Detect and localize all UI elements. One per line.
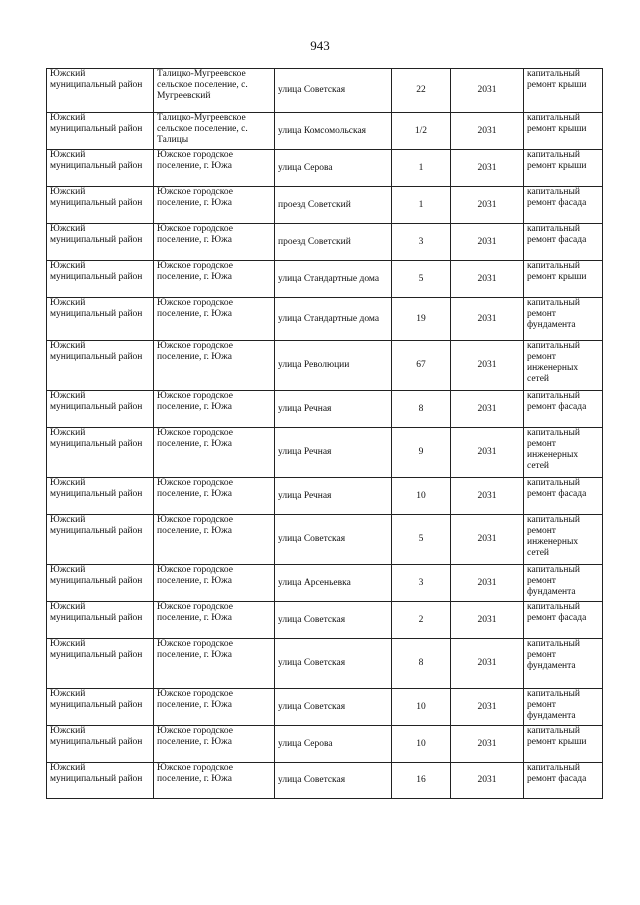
house-number-cell: 8 — [392, 639, 451, 689]
house-number-cell: 10 — [392, 478, 451, 515]
year-cell: 2031 — [451, 602, 524, 639]
street-cell: улица Комсомольская — [275, 113, 392, 150]
year-cell: 2031 — [451, 113, 524, 150]
street-cell: улица Советская — [275, 639, 392, 689]
house-number-cell: 22 — [392, 69, 451, 113]
house-number-cell: 8 — [392, 391, 451, 428]
year-cell: 2031 — [451, 261, 524, 298]
work-type-cell: капитальный ремонт фундамента — [524, 689, 603, 726]
table-row — [47, 261, 603, 298]
year-cell: 2031 — [451, 224, 524, 261]
work-type-cell: капитальный ремонт фасада — [524, 602, 603, 639]
table-row — [47, 69, 603, 113]
page-number: 943 — [310, 38, 330, 53]
table-row — [47, 341, 603, 391]
table-row — [47, 763, 603, 799]
work-type-cell: капитальный ремонт крыши — [524, 150, 603, 187]
table-row — [47, 565, 603, 602]
settlement-cell: Южское городское поселение, г. Южа — [154, 726, 275, 763]
work-type-cell: капитальный ремонт крыши — [524, 261, 603, 298]
settlement-cell: Южское городское поселение, г. Южа — [154, 602, 275, 639]
table-body — [47, 69, 603, 799]
district-cell: Южский муниципальный район — [47, 224, 154, 261]
district-cell: Южский муниципальный район — [47, 187, 154, 224]
house-number-cell: 9 — [392, 428, 451, 478]
house-number-cell: 10 — [392, 726, 451, 763]
street-cell: улица Революции — [275, 341, 392, 391]
housing-repair-table — [46, 68, 603, 799]
settlement-cell: Южское городское поселение, г. Южа — [154, 187, 275, 224]
work-type-cell: капитальный ремонт крыши — [524, 113, 603, 150]
year-cell: 2031 — [451, 478, 524, 515]
table-row — [47, 391, 603, 428]
district-cell: Южский муниципальный район — [47, 689, 154, 726]
settlement-cell: Южское городское поселение, г. Южа — [154, 689, 275, 726]
street-cell: проезд Советский — [275, 224, 392, 261]
district-cell: Южский муниципальный район — [47, 565, 154, 602]
work-type-cell: капитальный ремонт фасада — [524, 187, 603, 224]
year-cell: 2031 — [451, 298, 524, 341]
year-cell: 2031 — [451, 565, 524, 602]
house-number-cell: 1 — [392, 187, 451, 224]
table-row — [47, 478, 603, 515]
work-type-cell: капитальный ремонт фасада — [524, 224, 603, 261]
house-number-cell: 2 — [392, 602, 451, 639]
year-cell: 2031 — [451, 689, 524, 726]
street-cell: улица Советская — [275, 602, 392, 639]
street-cell: улица Речная — [275, 391, 392, 428]
house-number-cell: 5 — [392, 515, 451, 565]
table-row — [47, 726, 603, 763]
district-cell: Южский муниципальный район — [47, 478, 154, 515]
year-cell: 2031 — [451, 69, 524, 113]
street-cell: улица Советская — [275, 69, 392, 113]
settlement-cell: Южское городское поселение, г. Южа — [154, 341, 275, 391]
table-row — [47, 428, 603, 478]
table-row — [47, 224, 603, 261]
district-cell: Южский муниципальный район — [47, 726, 154, 763]
settlement-cell: Южское городское поселение, г. Южа — [154, 298, 275, 341]
house-number-cell: 1/2 — [392, 113, 451, 150]
settlement-cell: Талицко-Мугреевское сельское поселение, с. Мугреевский — [154, 69, 275, 113]
street-cell: улица Советская — [275, 515, 392, 565]
district-cell: Южский муниципальный район — [47, 602, 154, 639]
work-type-cell: капитальный ремонт фасада — [524, 478, 603, 515]
settlement-cell: Южское городское поселение, г. Южа — [154, 261, 275, 298]
street-cell: улица Речная — [275, 478, 392, 515]
settlement-cell: Южское городское поселение, г. Южа — [154, 478, 275, 515]
settlement-cell: Южское городское поселение, г. Южа — [154, 428, 275, 478]
settlement-cell: Южское городское поселение, г. Южа — [154, 565, 275, 602]
year-cell: 2031 — [451, 639, 524, 689]
street-cell: улица Серова — [275, 150, 392, 187]
year-cell: 2031 — [451, 763, 524, 799]
work-type-cell: капитальный ремонт инженерных сетей — [524, 515, 603, 565]
district-cell: Южский муниципальный район — [47, 515, 154, 565]
house-number-cell: 16 — [392, 763, 451, 799]
district-cell: Южский муниципальный район — [47, 341, 154, 391]
district-cell: Южский муниципальный район — [47, 639, 154, 689]
district-cell: Южский муниципальный район — [47, 763, 154, 799]
district-cell: Южский муниципальный район — [47, 298, 154, 341]
district-cell: Южский муниципальный район — [47, 150, 154, 187]
street-cell: улица Стандартные дома — [275, 298, 392, 341]
work-type-cell: капитальный ремонт фундамента — [524, 565, 603, 602]
work-type-cell: капитальный ремонт фундамента — [524, 639, 603, 689]
settlement-cell: Южское городское поселение, г. Южа — [154, 639, 275, 689]
settlement-cell: Южское городское поселение, г. Южа — [154, 391, 275, 428]
work-type-cell: капитальный ремонт инженерных сетей — [524, 341, 603, 391]
district-cell: Южский муниципальный район — [47, 428, 154, 478]
house-number-cell: 67 — [392, 341, 451, 391]
street-cell: улица Серова — [275, 726, 392, 763]
settlement-cell: Южское городское поселение, г. Южа — [154, 224, 275, 261]
table-row — [47, 689, 603, 726]
work-type-cell: капитальный ремонт крыши — [524, 726, 603, 763]
year-cell: 2031 — [451, 150, 524, 187]
table-row — [47, 113, 603, 150]
house-number-cell: 3 — [392, 565, 451, 602]
street-cell: проезд Советский — [275, 187, 392, 224]
year-cell: 2031 — [451, 726, 524, 763]
settlement-cell: Южское городское поселение, г. Южа — [154, 763, 275, 799]
house-number-cell: 5 — [392, 261, 451, 298]
table-row — [47, 602, 603, 639]
work-type-cell: капитальный ремонт фасада — [524, 391, 603, 428]
street-cell: улица Арсеньевка — [275, 565, 392, 602]
table-row — [47, 298, 603, 341]
street-cell: улица Стандартные дома — [275, 261, 392, 298]
house-number-cell: 19 — [392, 298, 451, 341]
street-cell: улица Речная — [275, 428, 392, 478]
district-cell: Южский муниципальный район — [47, 261, 154, 298]
table-row — [47, 515, 603, 565]
table-row — [47, 150, 603, 187]
year-cell: 2031 — [451, 391, 524, 428]
table-row — [47, 639, 603, 689]
work-type-cell: капитальный ремонт крыши — [524, 69, 603, 113]
district-cell: Южский муниципальный район — [47, 391, 154, 428]
table-row — [47, 187, 603, 224]
district-cell: Южский муниципальный район — [47, 69, 154, 113]
year-cell: 2031 — [451, 341, 524, 391]
work-type-cell: капитальный ремонт фундамента — [524, 298, 603, 341]
house-number-cell: 10 — [392, 689, 451, 726]
street-cell: улица Советская — [275, 689, 392, 726]
settlement-cell: Южское городское поселение, г. Южа — [154, 515, 275, 565]
district-cell: Южский муниципальный район — [47, 113, 154, 150]
year-cell: 2031 — [451, 187, 524, 224]
settlement-cell: Южское городское поселение, г. Южа — [154, 150, 275, 187]
year-cell: 2031 — [451, 428, 524, 478]
work-type-cell: капитальный ремонт фасада — [524, 763, 603, 799]
street-cell: улица Советская — [275, 763, 392, 799]
year-cell: 2031 — [451, 515, 524, 565]
work-type-cell: капитальный ремонт инженерных сетей — [524, 428, 603, 478]
settlement-cell: Талицко-Мугреевское сельское поселение, с. Талицы — [154, 113, 275, 150]
house-number-cell: 3 — [392, 224, 451, 261]
house-number-cell: 1 — [392, 150, 451, 187]
